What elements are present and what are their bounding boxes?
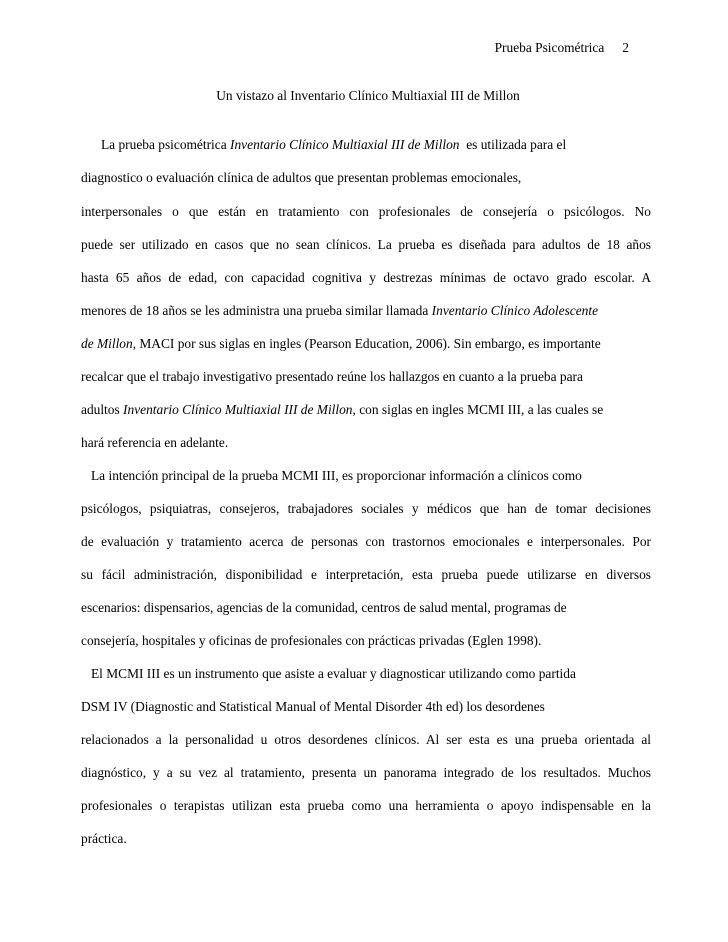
text-line: escenarios: dispensarios, agencias de la comunidad, centros de salud mental, programas de — [81, 600, 567, 615]
text-span: adultos — [81, 402, 120, 417]
text-line: hasta 65 años de edad, con capacidad cognitiva y destrezas mínimas de octavo grado escolar. A — [81, 270, 651, 285]
text-line — [81, 336, 651, 352]
italic-title: de Millon — [81, 336, 133, 351]
text-line: consejería, hospitales y oficinas de profesionales con prácticas privadas (Eglen 1998). — [81, 633, 542, 648]
text-line: de evaluación y tratamiento acerca de personas con trastornos emocionales e interpersonales. Por — [81, 534, 651, 549]
running-head-text: Prueba Psicométrica — [494, 40, 605, 55]
running-header — [495, 40, 629, 56]
text-line: puede ser utilizado en casos que no sean clínicos. La prueba es diseñada para adultos de 18 años — [81, 237, 651, 252]
text-span: es utilizada para el — [466, 137, 567, 152]
text-line — [81, 303, 651, 319]
text-line: El MCMI III es un instrumento que asiste a evaluar y diagnosticar utilizando como partida — [91, 666, 576, 681]
text-line: diagnóstico, y a su vez al tratamiento, presenta un panorama integrado de los resultados. Muchos — [81, 765, 651, 780]
italic-title: Inventario Clínico Adolescente — [431, 303, 599, 318]
text-span: La prueba psicométrica — [101, 137, 227, 152]
page-number: 2 — [622, 40, 629, 55]
text-line: DSM IV (Diagnostic and Statistical Manual of Mental Disorder 4th ed) los desordenes — [81, 699, 545, 714]
text-line: relacionados a la personalidad u otros desordenes clínicos. Al ser esta es una prueba orientada al — [81, 732, 651, 747]
text-line: profesionales o terapistas utilizan esta prueba como una herramienta o apoyo indispensable en la — [81, 798, 651, 813]
text-line: psicólogos, psiquiatras, consejeros, trabajadores sociales y médicos que han de tomar decisiones — [81, 501, 651, 516]
text-span: menores de 18 años se les administra una prueba similar llamada — [81, 303, 429, 318]
text-line: diagnostico o evaluación clínica de adultos que presentan problemas emocionales, — [81, 170, 522, 185]
text-line: interpersonales o que están en tratamiento con profesionales de consejería o psicólogos. No — [81, 204, 651, 219]
text-line: práctica. — [81, 831, 127, 846]
text-line: hará referencia en adelante. — [81, 435, 229, 450]
text-span: con siglas en ingles MCMI III, a las cuales se — [359, 402, 604, 417]
text-line: su fácil administración, disponibilidad e interpretación, esta prueba puede utilizarse en diversos — [81, 567, 651, 582]
document-title: Un vistazo al Inventario Clínico Multiaxial III de Millon — [216, 88, 520, 103]
text-line — [81, 137, 651, 153]
italic-title: Inventario Clínico Multiaxial III de Millon, — [123, 402, 356, 417]
text-line — [81, 402, 651, 418]
text-span: , MACI por sus siglas en ingles (Pearson Education, 2006). Sin embargo, es importante — [132, 336, 601, 351]
text-line: La intención principal de la prueba MCMI III, es proporcionar información a clínicos como — [91, 468, 582, 483]
italic-title: Inventario Clínico Multiaxial III de Millon — [230, 137, 460, 152]
text-line: recalcar que el trabajo investigativo presentado reúne los hallazgos en cuanto a la prueba para — [81, 369, 583, 384]
